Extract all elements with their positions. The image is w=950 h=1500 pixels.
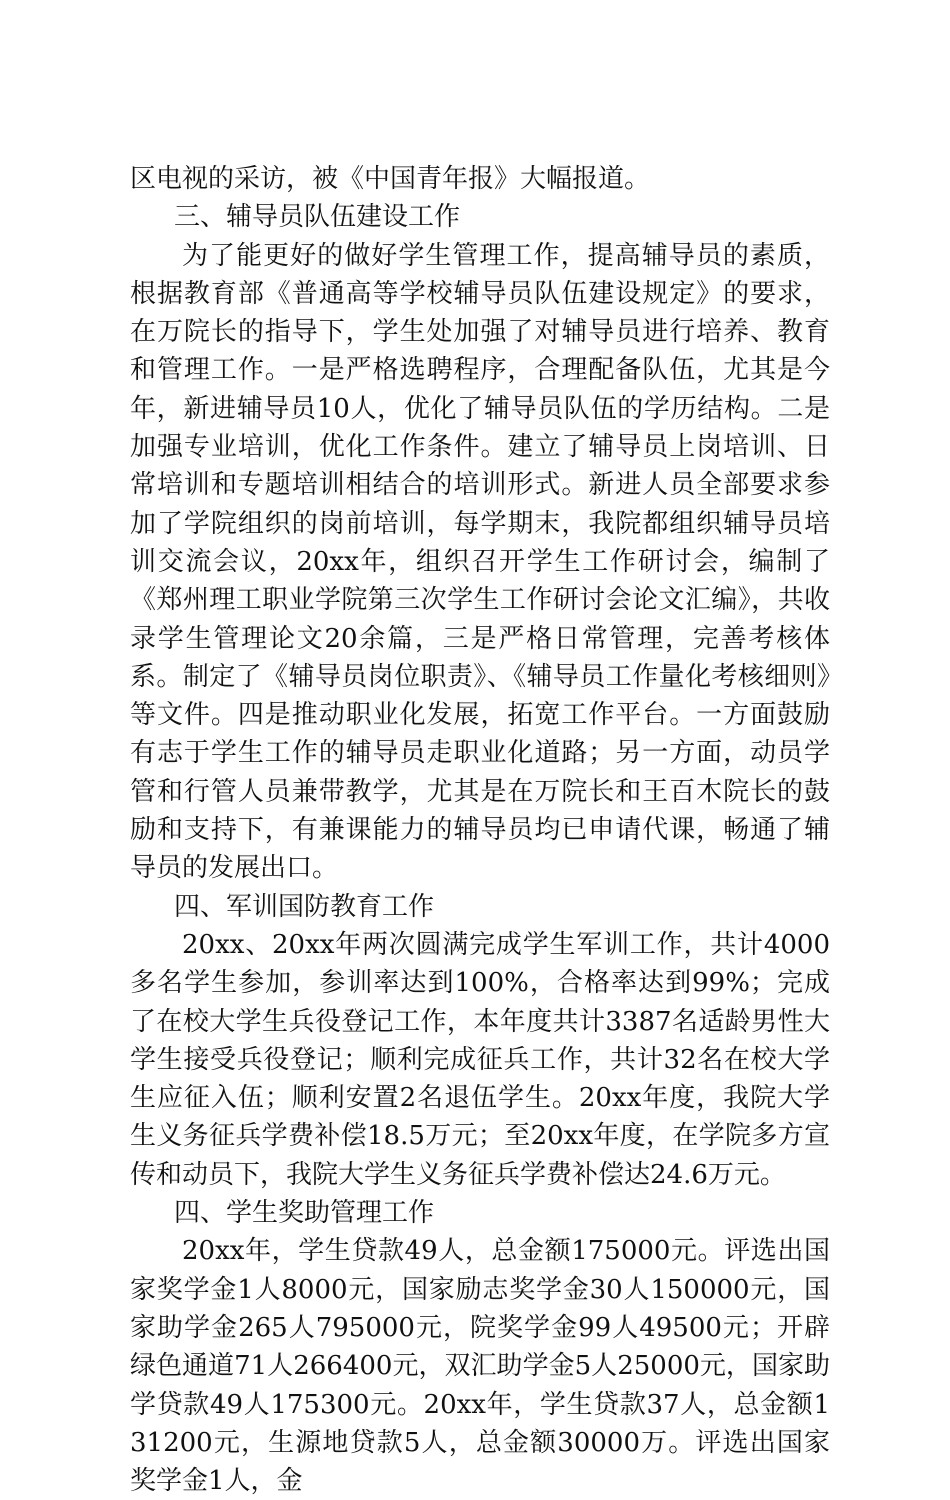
section-heading-4-military: 四、军训国防教育工作 [174,891,435,922]
paragraph-counselor-team: 为了能更好的做好学生管理工作，提高辅导员的素质，根据教育部《普通高等学校辅导员队伍建设规定》的要求，在万院长的指导下，学生处加强了对辅导员进行培养、教育和管理工作。一是严格选聘程序，合理配备队伍，尤其是今年，新进辅导员10人，优化了辅导员队伍的学历结构。二是加强专业培训，优化工作条件。建立了辅导员上岗培训、日常培训和专题培训相结合的培训形式。新进人员全部要求参加了学院组织的岗前培训，每学期末，我院都组织辅导员培训交流会议，20xx年，组织召开学生工作研讨会，编制了《郑州理工职业学院第三次学生工作研讨会论文汇编》，共收录学生管理论文20余篇，三是严格日常管理，完善考核体系。制定了《辅导员岗位职责》、《辅导员工作量化考核细则》等文件。四是推动职业化发展，拓宽工作平台。一方面鼓励有志于学生工作的辅导员走职业化道路；另一方面，动员学管和行管人员兼带教学，尤其是在万院长和王百木院长的鼓励和支持下，有兼课能力的辅导员均已申请代课，畅通了辅导员的发展出口。 [130,240,830,884]
paragraph-military-training: 20xx、20xx年两次圆满完成学生军训工作，共计4000多名学生参加，参训率达到100%，合格率达到99%；完成了在校大学生兵役登记工作，本年度共计3387名适龄男性大学生接受兵役登记；顺利完成征兵工作，共计32名在校大学生应征入伍；顺利安置2名退伍学生。20xx年度，我院大学生义务征兵学费补偿18.5万元；至20xx年度，在学院多方宣传和动员下，我院大学生义务征兵学费补偿达24.6万元。 [130,929,830,1190]
document-body [130,160,830,1500]
section-heading-3: 三、辅导员队伍建设工作 [174,202,461,233]
paragraph-scholarship: 20xx年，学生贷款49人，总金额175000元。评选出国家奖学金1人8000元，国家励志奖学金30人150000元，国家助学金265人795000元，院奖学金99人49500元；开辟绿色通道71人266400元，双汇助学金5人25000元，国家助学贷款49人175300元。20xx年，学生贷款37人，总金额131200元，生源地贷款5人，总金额30000万。评选出国家奖学金1人，金 [130,1236,830,1497]
paragraph-continued: 区电视的采访，被《中国青年报》大幅报道。 [130,164,651,194]
section-heading-4-scholarship: 四、学生奖助管理工作 [174,1198,435,1229]
